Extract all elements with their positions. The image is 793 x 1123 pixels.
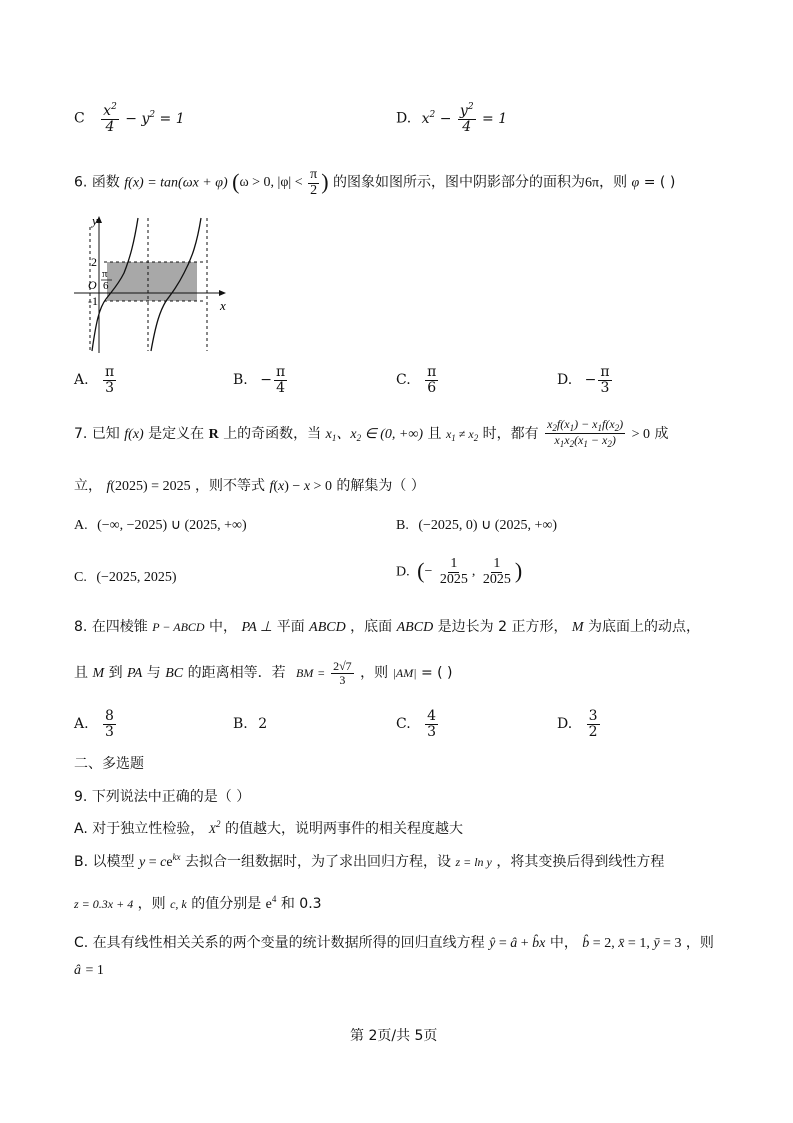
q9-option-c: C. 在具有线性相关关系的两个变量的统计数据所得的回归直线方程 ŷ = â + b̂x 中， b̂ = 2, x̄ = 1, ȳ = 3 ，则 [74, 935, 714, 951]
q5-option-d [396, 103, 507, 134]
section-title: 二、多选题 [74, 756, 144, 772]
question-7-line2: 立， f(2025) = 2025 ，则不等式 f(x) − x > 0 的解集为（ ） [74, 478, 425, 494]
q7-option-b: B. (−2025, 0) ∪ (2025, +∞) [396, 518, 558, 533]
q8-option-b: B. 2 [233, 716, 268, 732]
q5-option-c [74, 103, 185, 134]
q8-option-a: A. $\frac{8}{3}$ [74, 708, 114, 740]
question-8-line2: 且 M 到 PA 与 BC 的距离相等．若 BM = $\frac{2√7}{3}$ ，则 |AM| = ( ) [74, 659, 453, 687]
q9-option-b: B. 以模型 $y = ce^{kx}$ 去拟合一组数据时，为了求出回归方程，设 z = ln y ，将其变换后得到线性方程 [74, 852, 665, 870]
q7-option-a: A. (−∞, −2025) ∪ (2025, +∞) [74, 518, 247, 533]
tangent-graph [74, 213, 234, 355]
option-formula: $\frac{x^2}{4}$ − $y^2 = 1$ [103, 102, 185, 135]
y-axis-label: y [92, 213, 98, 228]
tick-6-label: 6 [103, 280, 109, 292]
q7-option-c: C. (−2025, 2025) [74, 570, 177, 585]
q8-option-c: C. $\frac{4}{3}$ [396, 708, 437, 740]
q6-option-a: A. $\frac{\pi}{3}$ [74, 364, 115, 396]
q6-option-c: C. $\frac{\pi}{6}$ [396, 364, 437, 396]
tick-pi-label: π [102, 268, 108, 280]
q8-option-d: D. $\frac{3}{2}$ [557, 708, 598, 740]
page-number: 第 2页/共 5页 [350, 1028, 438, 1044]
function-formula: f(x) = tan(ωx + φ) [124, 175, 228, 191]
x-axis-label: x [220, 298, 226, 313]
q7-fraction: $\frac{x_2f(x_1) - x_1f(x_2)}{x_1x_2(x_1 - x_2)}$ [547, 417, 624, 450]
shaded-region [107, 262, 197, 301]
q7-option-d: D. (− $\frac{1}{2025}$ , $\frac{1}{2025}$ ) [396, 556, 523, 587]
option-label: C [74, 110, 85, 127]
question-9-stem: 9. 下列说法中正确的是（ ） [74, 789, 251, 805]
condition: (ω > 0, |φ| < $\frac{\pi}{2}$ ) [232, 167, 329, 198]
q9-option-c-line2: â = 1 [74, 963, 104, 978]
q6-option-d: D. − $\frac{\pi}{3}$ [557, 364, 610, 396]
q9-option-b-line2: z = 0.3x + 4 ，则 c, k 的值分别是 $e^4$ 和 0.3 [74, 894, 322, 912]
question-8-stem: 8. 在四棱锥 P − ABCD 中， PA ⊥ 平面 ABCD ，底面 ABCD 是边长为 2 正方形， M 为底面上的动点， [74, 619, 701, 635]
option-label: D. [396, 110, 412, 127]
tick-2-label: 2 [91, 255, 97, 269]
option-formula: $x^2$ − $\frac{y^2}{4}$ = 1 [421, 102, 508, 135]
origin-label: O [88, 278, 97, 292]
tick-neg1-label: -1 [88, 294, 98, 308]
q6-option-b: B. − $\frac{\pi}{4}$ [233, 364, 286, 396]
question-7-stem: 7. 已知 f(x) 是定义在 R 上的奇函数，当 $x_1$、$x_2$ ∈ (0, +∞) 且 $x_1 \ne x_2$ 时，都有 $\frac{x_2f(x_1) - x_1f(x_2)}{x_1x_2(x_1 - x_2)}$ > 0 成 [74, 417, 669, 450]
q9-option-a: A. 对于独立性检验， $X^2$ 的值越大，说明两事件的相关程度越大 [74, 819, 463, 837]
question-6-stem: 6. 函数 f(x) = tan(ωx + φ) (ω > 0, |φ| < $\frac{\pi}{2}$ ) 的图象如图所示，图中阴影部分的面积为6π，则 φ = ( ) [74, 167, 676, 198]
